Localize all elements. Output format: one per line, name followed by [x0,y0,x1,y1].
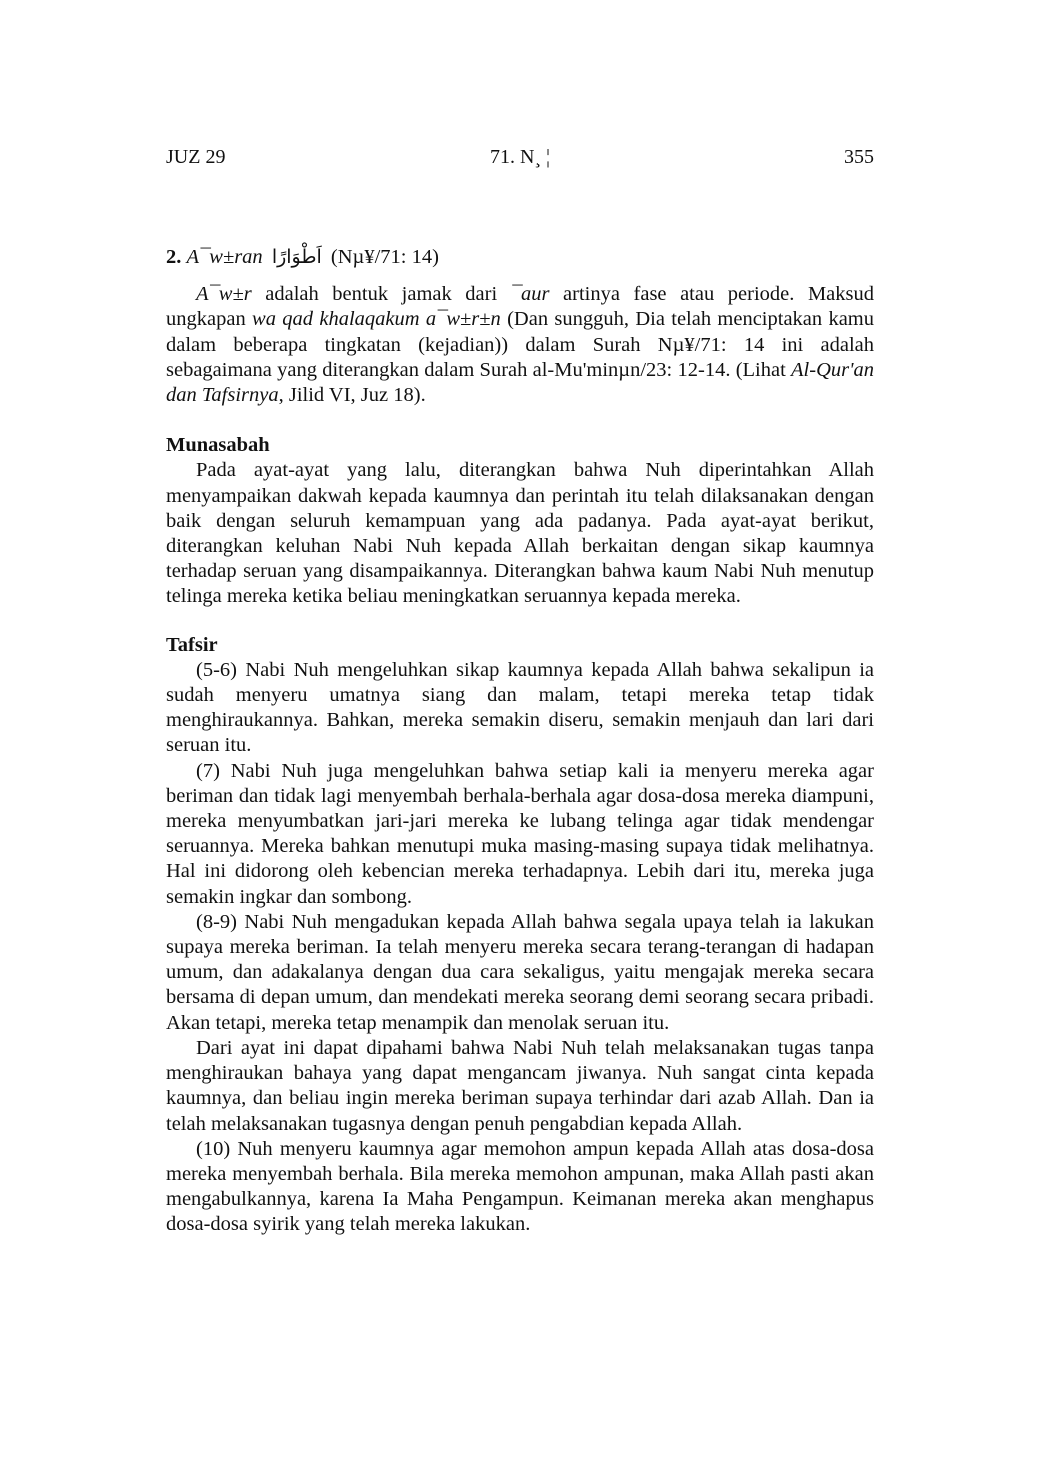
surah-label: 71. N¸ ¦ [489,146,551,168]
text-span: , Jilid VI, Juz 18). [278,384,426,407]
term-explanation [166,282,874,408]
text-span: adalah bentuk jamak dari [251,283,511,306]
munasabah-title: Munasabah [166,434,270,457]
text-span: (Dan sungguh, Dia telah menciptakan kamu dalam beberapa tingkatan (kejadian)) dalam Surah Nµ¥/71: 14 ini adalah sebagaimana yang diterangkan dalam Surah al-Mu'minµn/23: 12-14. (Lihat [166,308,875,381]
quoted-phrase: wa qad khalaqakum a¯w±r±n [252,308,501,331]
page-header [166,146,874,172]
tafsir-paragraph: (5-6) Nabi Nuh mengeluhkan sikap kaumnya kepada Allah bahwa sekalipun ia sudah menyeru umatnya siang dan malam, tetapi mereka tetap tidak menghiraukannya. Bahkan, mereka semakin diseru, semakin menjauh dan lari dari seruan itu. [166,658,874,757]
book-title: Al-Qur'an dan Tafsirnya [166,358,874,407]
term-number: 2. [166,246,182,268]
term-word: A¯w±r [196,283,252,306]
juz-label: JUZ 29 [166,146,226,168]
text-span: artinya fase atau periode. Maksud ungkapan [166,283,874,331]
page-number: 355 [844,146,874,168]
munasabah-paragraph: Pada ayat-ayat yang lalu, diterangkan bahwa Nuh diperintahkan Allah menyampaikan dakwah kepada kaumnya dan perintah itu telah dilaksanakan dengan baik dengan seluruh kemampuan yang ada padanya. Pada ayat-ayat berikut, diterangkan keluhan Nabi Nuh kepada Allah berkaitan dengan sikap kaumnya terhadap seruan yang disampaikannya. Diterangkan bahwa kaum Nabi Nuh menutup telinga mereka ketika beliau meningkatkan seruannya kepada mereka. [166,459,874,608]
tafsir-paragraph: (10) Nuh menyeru kaumnya agar memohon ampun kepada Allah atas dosa-dosa mereka menyembah berhala. Bila mereka memohon ampunan, maka Allah pasti akan mengabulkannya, karena Ia Maha Pengampun. Keimanan mereka akan menghapus dosa-dosa syirik yang telah mereka lakukan. [166,1137,874,1236]
tafsir-paragraph: (8-9) Nabi Nuh mengadukan kepada Allah bahwa segala upaya telah ia lakukan supaya mereka beriman. Ia telah menyeru mereka secara terang-terangan di hadapan umum, dan adakalanya dengan dua cara sekaligus, yaitu mengajak mereka secara bersama di depan umum, dan mendekati mereka seorang demi seorang secara pribadi. Akan tetapi, mereka tetap menampik dan menolak seruan itu. [166,910,874,1034]
term-reference: (Nµ¥/71: 14) [330,246,439,268]
term-heading [166,245,874,270]
term-latin: A¯w±ran [186,246,263,268]
singular-word: ¯aur [510,283,550,306]
tafsir-paragraph: Dari ayat ini dapat dipahami bahwa Nabi Nuh telah melaksanakan tugas tanpa menghiraukan bahaya yang dapat mengancam jiwanya. Nuh sangat cinta kepada kaumnya, dan beliau ingin mereka beriman supaya terhindar dari azab Allah. Dan ia telah melaksanakan tugasnya dengan penuh pengabdian kepada Allah. [166,1036,874,1135]
tafsir-title: Tafsir [166,633,218,656]
tafsir-paragraph: (7) Nabi Nuh juga mengeluhkan bahwa setiap kali ia menyeru mereka agar beriman dan tidak lagi menyembah berhala-berhala agar dosa-dosa mereka diampuni, mereka menyumbatkan jari-jari mereka ke lubang telinga agar tidak mendengar seruannya. Mereka bahkan menutupi muka masing-masing supaya tidak melihatnya. Hal ini didorong oleh kebencian mereka terhadapnya. Lebih dari itu, mereka juga semakin ingkar dan sombong. [166,759,874,908]
page-content [166,245,874,1238]
term-arabic: اَطْوَارًا [271,246,322,268]
